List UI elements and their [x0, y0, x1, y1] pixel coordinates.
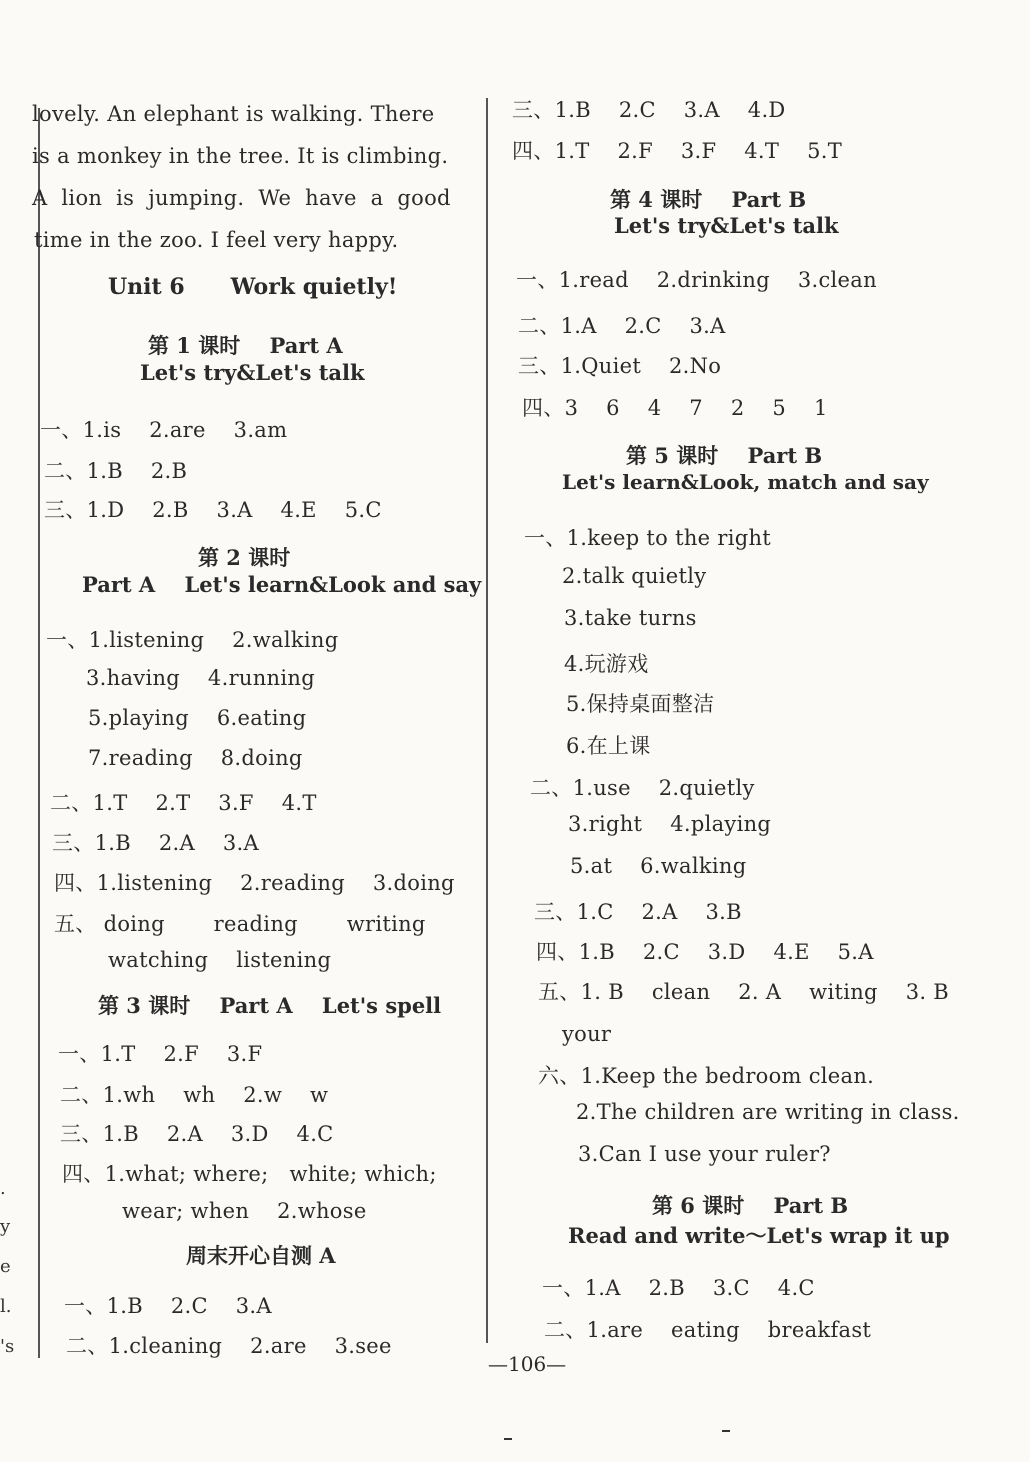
answer-line: 5.at 6.walking	[570, 854, 747, 878]
answer-line: 5.保持桌面整洁	[566, 692, 715, 716]
lesson2-title: 第 2 课时	[198, 545, 291, 570]
answer-line: 三、1.B 2.A 3.A	[52, 831, 259, 855]
unit-title: Unit 6 Work quietly!	[108, 274, 398, 300]
answer-line: 一、1.A 2.B 3.C 4.C	[542, 1276, 815, 1300]
lesson5-title: 第 5 课时 Part B	[626, 443, 823, 468]
edge-fragment: l.	[0, 1296, 12, 1317]
answer-line: 7.reading 8.doing	[88, 746, 303, 770]
lesson6-title: 第 6 课时 Part B	[652, 1193, 849, 1218]
answer-line: 二、1.are eating breakfast	[544, 1318, 872, 1342]
answer-line: wear; when 2.whose	[122, 1199, 367, 1223]
answer-line: 二、1.use 2.quietly	[530, 776, 755, 800]
lesson5-subtitle: Let's learn&Look, match and say	[562, 470, 929, 494]
edge-fragment: .	[0, 1178, 6, 1199]
column-divider	[486, 98, 488, 1343]
edge-fragment: 's	[0, 1336, 15, 1357]
answer-line: watching listening	[108, 948, 332, 972]
answer-line: 2.talk quietly	[562, 564, 707, 588]
answer-line: 3.take turns	[564, 606, 697, 630]
answer-line: 2.The children are writing in class.	[576, 1100, 960, 1124]
answer-line: 三、1.B 2.A 3.D 4.C	[60, 1122, 334, 1146]
answer-line: 四、1.listening 2.reading 3.doing	[54, 871, 455, 895]
answer-line: 4.玩游戏	[564, 652, 649, 676]
answer-line: 六、1.Keep the bedroom clean.	[538, 1064, 875, 1088]
answer-line: 四、1.B 2.C 3.D 4.E 5.A	[536, 940, 874, 964]
answer-line: 3.right 4.playing	[568, 812, 772, 836]
answer-line: 三、1.Quiet 2.No	[518, 354, 722, 378]
answer-line: 一、1.B 2.C 3.A	[64, 1294, 272, 1318]
answer-line: 3.Can I use your ruler?	[578, 1142, 831, 1166]
edge-fragment: e	[0, 1256, 11, 1277]
lesson4-subtitle: Let's try&Let's talk	[614, 213, 839, 238]
crop-mark	[722, 1430, 730, 1432]
passage-line: is a monkey in the tree. It is climbing.	[32, 144, 449, 168]
answer-line: 一、1.T 2.F 3.F	[58, 1042, 263, 1066]
answer-line: 一、1.listening 2.walking	[46, 628, 339, 652]
answer-line: 三、1.B 2.C 3.A 4.D	[512, 98, 786, 122]
weekend-test-title: 周末开心自测 A	[186, 1243, 336, 1268]
answer-line: 一、1.read 2.drinking 3.clean	[516, 268, 877, 292]
passage-line: A lion is jumping. We have a good	[32, 186, 451, 210]
lesson6-subtitle: Read and write～Let's wrap it up	[568, 1223, 950, 1248]
lesson1-title: 第 1 课时 Part A	[148, 333, 343, 358]
answer-line: 5.playing 6.eating	[88, 706, 307, 730]
answer-line: 二、1.A 2.C 3.A	[518, 314, 726, 338]
page-number: —106—	[488, 1352, 567, 1376]
edge-fragment: y	[0, 1216, 11, 1237]
answer-line: 五、 doing reading writing	[54, 912, 426, 936]
answer-line: 二、1.B 2.B	[44, 459, 188, 483]
answer-line: your	[562, 1022, 612, 1046]
lesson2-subtitle: Part A Let's learn&Look and say	[82, 572, 482, 597]
answer-line: 二、1.T 2.T 3.F 4.T	[50, 791, 317, 815]
answer-line: 二、1.cleaning 2.are 3.see	[66, 1334, 392, 1358]
answer-line: 6.在上课	[566, 734, 651, 758]
lesson3-title: 第 3 课时 Part A Let's spell	[98, 993, 442, 1018]
answer-line: 一、1.keep to the right	[524, 526, 772, 550]
crop-mark	[504, 1438, 512, 1440]
answer-line: 三、1.C 2.A 3.B	[534, 900, 742, 924]
lesson4-title: 第 4 课时 Part B	[610, 187, 807, 212]
answer-line: 二、1.wh wh 2.w w	[60, 1083, 329, 1107]
answer-line: 四、1.what; where; white; which;	[62, 1162, 437, 1186]
answer-line: 四、1.T 2.F 3.F 4.T 5.T	[512, 139, 843, 163]
answer-line: 一、1.is 2.are 3.am	[40, 418, 288, 442]
answer-line: 五、1. B clean 2. A witing 3. B	[538, 980, 950, 1004]
left-margin-rule	[38, 108, 40, 1358]
passage-line: lovely. An elephant is walking. There	[32, 102, 435, 126]
answer-line: 3.having 4.running	[86, 666, 315, 690]
lesson1-subtitle: Let's try&Let's talk	[140, 360, 365, 385]
passage-line: time in the zoo. I feel very happy.	[34, 228, 399, 252]
answer-line: 三、1.D 2.B 3.A 4.E 5.C	[44, 498, 382, 522]
answer-line: 四、3 6 4 7 2 5 1	[522, 396, 828, 420]
